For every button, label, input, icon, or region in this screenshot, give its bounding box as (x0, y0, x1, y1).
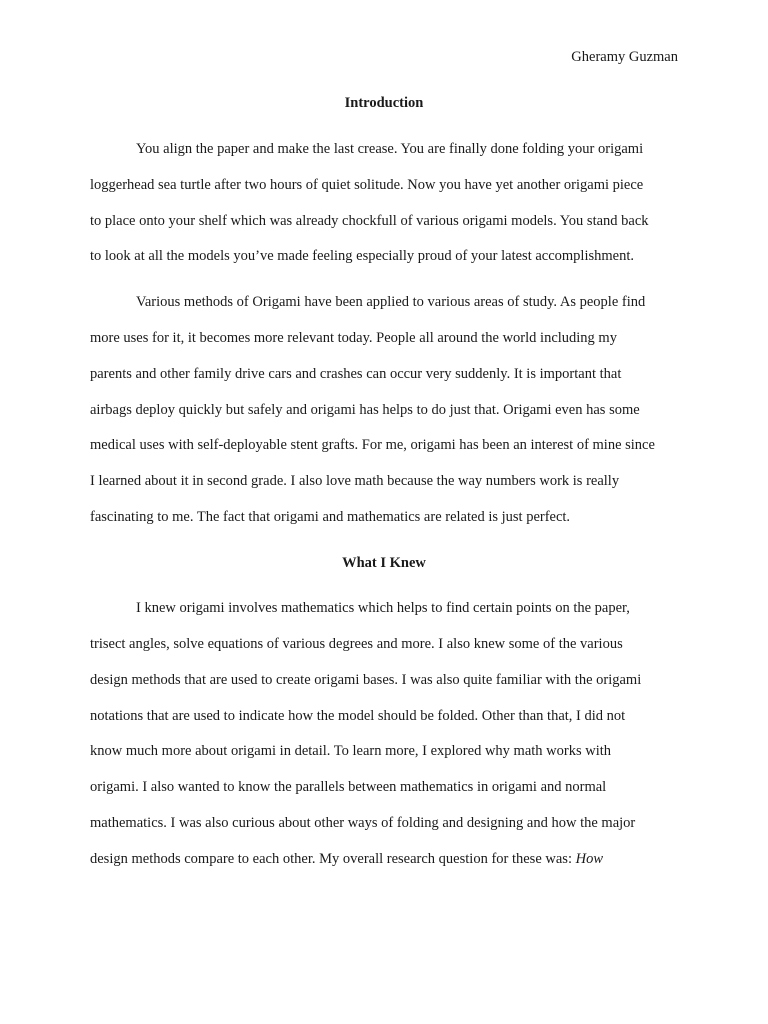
text-line: design methods that are used to create origami bases. I was also quite familiar with the origami (90, 672, 642, 688)
text-line: to look at all the models you’ve made feeling especially proud of your latest accomplishment. (90, 248, 634, 264)
text-line: You align the paper and make the last crease. You are finally done folding your origami (136, 141, 644, 157)
text-line-last (90, 850, 603, 868)
text-line: origami. I also wanted to know the parallels between mathematics in origami and normal (90, 779, 607, 795)
italic-question-start: How (575, 851, 604, 867)
text-line: I knew origami involves mathematics which helps to find certain points on the paper, (136, 600, 630, 616)
text-line: notations that are used to indicate how the model should be folded. Other than that, I did not (90, 708, 626, 724)
text-line: medical uses with self-deployable stent grafts. For me, origami has been an interest of mine since (90, 437, 655, 453)
text-line: mathematics. I was also curious about other ways of folding and designing and how the major (90, 815, 636, 831)
text-line: trisect angles, solve equations of various degrees and more. I also knew some of the various (90, 636, 623, 652)
section-heading-what-i-knew: What I Knew (342, 555, 426, 571)
text-line: parents and other family drive cars and crashes can occur very suddenly. It is important that (90, 366, 622, 382)
text-line: more uses for it, it becomes more relevant today. People all around the world including my (90, 330, 617, 346)
text-line-content: design methods compare to each other. My overall research question for these was: (90, 851, 576, 867)
text-line: to place onto your shelf which was already chockfull of various origami models. You stand back (90, 213, 649, 229)
text-line: airbags deploy quickly but safely and origami has helps to do just that. Origami even has some (90, 402, 640, 418)
text-line: I learned about it in second grade. I also love math because the way numbers work is really (90, 473, 620, 489)
section-heading-introduction: Introduction (344, 95, 424, 111)
text-line: fascinating to me. The fact that origami and mathematics are related is just perfect. (90, 509, 571, 525)
text-line: Various methods of Origami have been applied to various areas of study. As people find (136, 294, 646, 310)
author-name: Gheramy Guzman (571, 49, 678, 65)
text-line: loggerhead sea turtle after two hours of quiet solitude. Now you have yet another origami piece (90, 177, 644, 193)
text-line: know much more about origami in detail. To learn more, I explored why math works with (90, 743, 612, 759)
